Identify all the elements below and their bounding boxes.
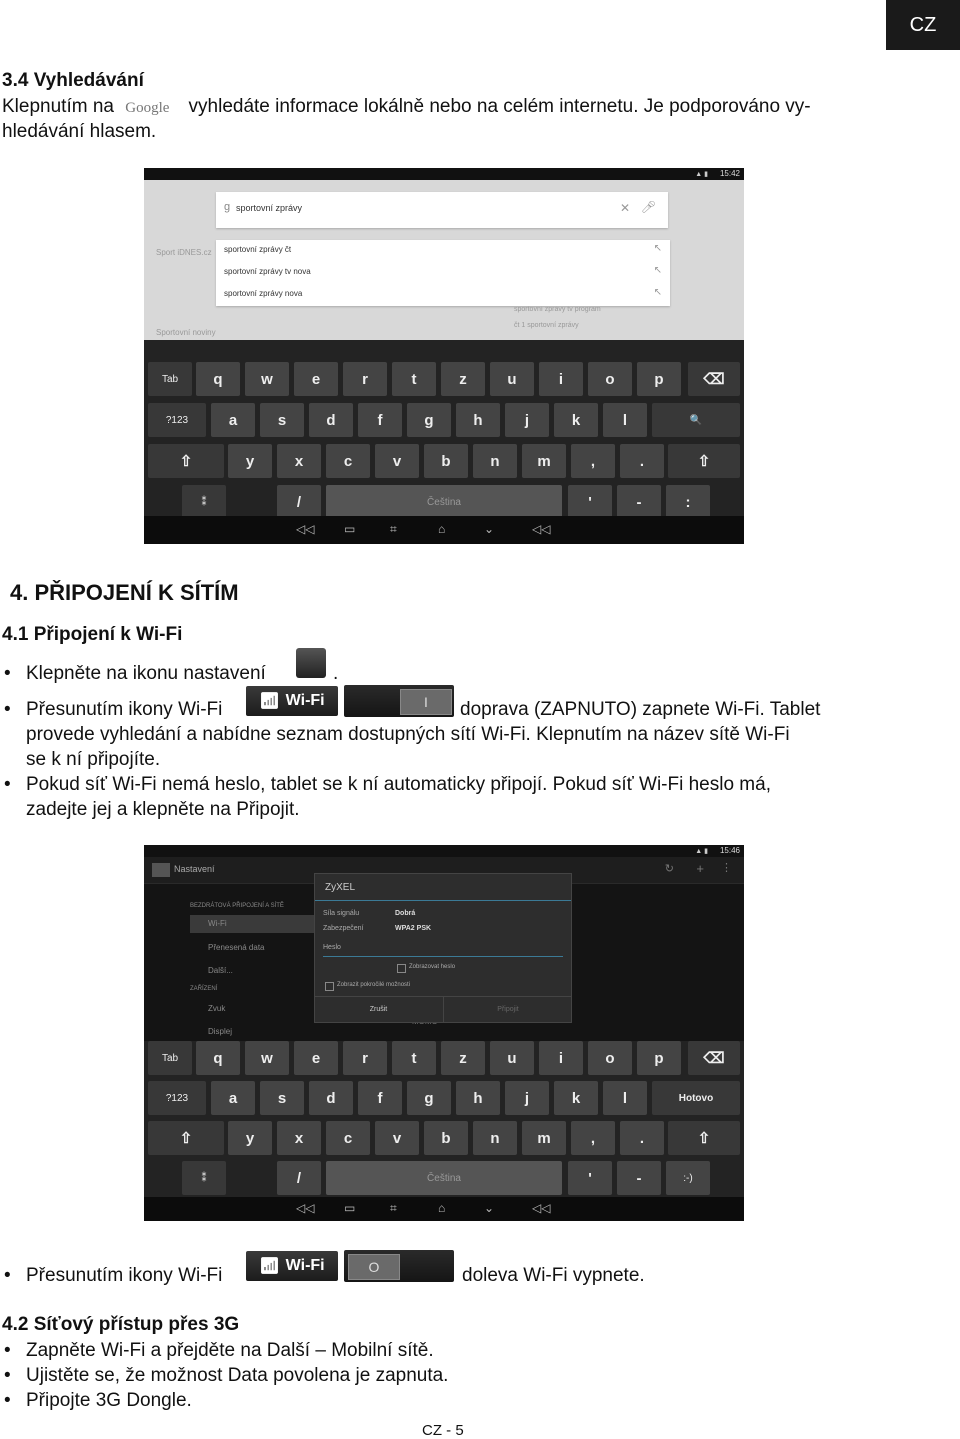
key[interactable]: r bbox=[343, 362, 387, 396]
key[interactable]: j bbox=[505, 1081, 549, 1115]
settings-app-icon bbox=[152, 863, 170, 877]
key[interactable]: a bbox=[211, 403, 255, 437]
key[interactable]: u bbox=[490, 1041, 534, 1075]
wps-icon[interactable]: ↻ bbox=[664, 863, 674, 875]
bullet-2-text-d: se k ní připojíte. bbox=[26, 749, 161, 770]
search-paragraph-line2: hledávání hlasem. bbox=[2, 121, 157, 142]
key[interactable]: / bbox=[277, 1161, 321, 1195]
bullet-6-text: Ujistěte se, že možnost Data povolena je zapnuta. bbox=[26, 1365, 449, 1386]
signal-value: Dobrá bbox=[395, 910, 416, 917]
bullet-3-text-b: zadejte jej a klepněte na Připojit. bbox=[26, 799, 300, 820]
security-value: WPA2 PSK bbox=[395, 925, 432, 932]
signal-label: Síla signálu bbox=[323, 910, 360, 917]
settings-icon bbox=[296, 648, 326, 678]
bg-result-1: Sport iDNES.cz bbox=[156, 248, 212, 257]
bullet-5: • bbox=[4, 1340, 11, 1361]
key[interactable]: h bbox=[456, 1081, 500, 1115]
key[interactable]: i bbox=[539, 362, 583, 396]
bullet-3: • bbox=[4, 774, 11, 795]
key[interactable]: h bbox=[456, 403, 500, 437]
key[interactable]: v bbox=[375, 1121, 419, 1155]
bullet-2-text-a: Přesunutím ikony Wi-Fi bbox=[26, 699, 223, 720]
key[interactable]: w bbox=[245, 1041, 289, 1075]
suggestion-item[interactable]: sportovní zprávy nova bbox=[224, 289, 303, 298]
subsection-title-wifi: 4.1 Připojení k Wi-Fi bbox=[2, 624, 183, 645]
status-bar bbox=[144, 168, 744, 180]
key[interactable]: f bbox=[358, 403, 402, 437]
menu-icon[interactable]: ⋮ bbox=[721, 862, 732, 874]
key[interactable]: t bbox=[392, 362, 436, 396]
search-text-a: Klepnutím na bbox=[2, 96, 114, 117]
wifi-dialog bbox=[314, 873, 572, 1023]
status-time: 15:46 bbox=[719, 846, 740, 855]
password-input[interactable] bbox=[323, 956, 563, 957]
key[interactable]: q bbox=[196, 362, 240, 396]
key[interactable]: m bbox=[522, 1121, 566, 1155]
key[interactable]: p bbox=[637, 362, 681, 396]
search-screenshot bbox=[144, 168, 744, 544]
show-password-label: Zobrazovat heslo bbox=[409, 964, 456, 970]
shift-key-icon[interactable]: ⇧ bbox=[148, 1121, 224, 1155]
spacebar[interactable]: Čeština bbox=[326, 485, 562, 519]
key[interactable]: n bbox=[473, 444, 517, 478]
key[interactable]: / bbox=[277, 485, 321, 519]
key[interactable]: ' bbox=[568, 485, 612, 519]
app-title: Nastavení bbox=[174, 864, 215, 874]
sidebar-header-wireless: BEZDRÁTOVÁ PŘIPOJENÍ A SÍTĚ bbox=[190, 903, 284, 909]
shift-key-icon[interactable]: ⇧ bbox=[668, 1121, 740, 1155]
arrow-up-left-icon[interactable]: ↖ bbox=[653, 243, 662, 254]
key[interactable]: v bbox=[375, 444, 419, 478]
keyboard bbox=[144, 340, 744, 544]
chapter-title: 4. PŘIPOJENÍ K SÍTÍM bbox=[10, 580, 239, 605]
key-symbols[interactable]: ?123 bbox=[148, 1081, 206, 1115]
home-icon[interactable]: ⌂ bbox=[438, 1201, 446, 1215]
key[interactable]: n bbox=[473, 1121, 517, 1155]
key[interactable]: y bbox=[228, 444, 272, 478]
wifi-icon: 📶︎ bbox=[259, 1258, 280, 1275]
key[interactable]: f bbox=[358, 1081, 402, 1115]
backspace-key-icon[interactable]: ⌫ bbox=[688, 1041, 740, 1075]
status-time: 15:42 bbox=[719, 169, 740, 178]
add-icon[interactable]: + bbox=[696, 861, 704, 876]
sidebar-item-wifi[interactable] bbox=[190, 915, 318, 933]
key[interactable]: , bbox=[571, 444, 615, 478]
screenshot-icon[interactable]: ⌗ bbox=[390, 522, 397, 536]
dialog-title: ZyXEL bbox=[325, 882, 356, 893]
advanced-checkbox[interactable] bbox=[325, 982, 334, 991]
bullet-3-text-a: Pokud síť Wi-Fi nemá heslo, tablet se k ní automaticky připojí. Pokud síť Wi-Fi heslo má, bbox=[26, 774, 771, 795]
key[interactable]: m bbox=[522, 444, 566, 478]
key[interactable]: d bbox=[309, 1081, 353, 1115]
sidebar-item-more[interactable]: Další... bbox=[208, 966, 233, 975]
subsection-title-3g: 4.2 Síťový přístup přes 3G bbox=[2, 1314, 240, 1335]
connect-button[interactable]: Připojit bbox=[443, 997, 572, 1022]
volume-up-icon[interactable]: ◁◁ bbox=[532, 1201, 551, 1215]
switch-knob: O bbox=[348, 1254, 400, 1280]
backspace-key-icon[interactable]: ⌫ bbox=[688, 362, 740, 396]
spacebar[interactable]: Čeština bbox=[326, 1161, 562, 1195]
wifi-badge bbox=[246, 686, 338, 716]
password-label: Heslo bbox=[323, 944, 341, 951]
key[interactable]: s bbox=[260, 1081, 304, 1115]
bullet-7-text: Připojte 3G Dongle. bbox=[26, 1390, 192, 1411]
key[interactable]: u bbox=[490, 362, 534, 396]
home-icon[interactable]: ⌂ bbox=[438, 522, 446, 536]
arrow-up-left-icon[interactable]: ↖ bbox=[653, 287, 662, 298]
key[interactable]: i bbox=[539, 1041, 583, 1075]
bg-result-3: sportovní zprávy tv program bbox=[514, 306, 601, 313]
key[interactable]: . bbox=[620, 444, 664, 478]
bg-result-4: čt 1 sportovní zprávy bbox=[514, 322, 579, 329]
status-bar bbox=[144, 845, 744, 857]
bullet-4: • bbox=[4, 1265, 11, 1286]
nav-bar bbox=[144, 516, 744, 544]
key[interactable]: t bbox=[392, 1041, 436, 1075]
key[interactable]: k bbox=[554, 403, 598, 437]
bullet-2: • bbox=[4, 699, 11, 720]
nav-bar bbox=[144, 1197, 744, 1221]
bullet-7: • bbox=[4, 1390, 11, 1411]
key[interactable]: l bbox=[603, 1081, 647, 1115]
sidebar-header-device: ZAŘÍZENÍ bbox=[190, 986, 218, 992]
bullet-5-text: Zapněte Wi-Fi a přejděte na Další – Mobilní sítě. bbox=[26, 1340, 434, 1361]
sidebar-item-display[interactable]: Displej bbox=[208, 1027, 233, 1036]
key[interactable]: r bbox=[343, 1041, 387, 1075]
recent-apps-icon[interactable]: ▭ bbox=[344, 522, 356, 536]
key[interactable]: - bbox=[617, 485, 661, 519]
wifi-switch-off bbox=[344, 1250, 454, 1282]
key[interactable]: - bbox=[617, 1161, 661, 1195]
switch-knob: I bbox=[400, 689, 452, 715]
key[interactable]: q bbox=[196, 1041, 240, 1075]
bullet-1-end: . bbox=[333, 663, 339, 684]
key[interactable]: : bbox=[666, 485, 710, 519]
volume-down-icon[interactable]: ◁◁ bbox=[296, 522, 315, 536]
key[interactable]: b bbox=[424, 444, 468, 478]
bullet-4-text-b: doleva Wi-Fi vypnete. bbox=[462, 1265, 645, 1286]
key[interactable]: y bbox=[228, 1121, 272, 1155]
search-key-icon[interactable]: 🔍 bbox=[652, 403, 740, 437]
sidebar-item-label: Wi-Fi bbox=[208, 919, 227, 928]
shift-key-icon[interactable]: ⇧ bbox=[148, 444, 224, 478]
key[interactable]: d bbox=[309, 403, 353, 437]
key[interactable]: g bbox=[407, 403, 451, 437]
key[interactable]: w bbox=[245, 362, 289, 396]
dialog-divider bbox=[315, 900, 571, 901]
volume-down-icon[interactable]: ◁◁ bbox=[296, 1201, 315, 1215]
key-tab[interactable]: Tab bbox=[148, 1041, 192, 1075]
key[interactable]: g bbox=[407, 1081, 451, 1115]
volume-up-icon[interactable]: ◁◁ bbox=[532, 522, 551, 536]
key[interactable]: j bbox=[505, 403, 549, 437]
done-key[interactable]: Hotovo bbox=[652, 1081, 740, 1115]
google-g-icon: g bbox=[224, 201, 231, 213]
key[interactable]: . bbox=[620, 1121, 664, 1155]
search-text-b: vyhledáte informace lokálně nebo na celém internetu. Je podporováno vy- bbox=[188, 96, 811, 117]
clear-icon[interactable]: ✕ bbox=[619, 201, 630, 215]
bullet-1-text: Klepněte na ikonu nastavení bbox=[26, 663, 266, 684]
suggestion-item[interactable]: sportovní zprávy čt bbox=[224, 245, 292, 254]
key[interactable]: l bbox=[603, 403, 647, 437]
settings-key-icon[interactable]: ⁑ bbox=[182, 1161, 226, 1195]
keyboard bbox=[144, 1041, 744, 1221]
key[interactable]: z bbox=[441, 362, 485, 396]
sidebar-item-data[interactable]: Přenesená data bbox=[208, 943, 265, 952]
google-logo: Google bbox=[125, 100, 170, 116]
key[interactable]: c bbox=[326, 1121, 370, 1155]
status-icons: ▲ ▮ bbox=[695, 848, 708, 855]
settings-key-icon[interactable]: ⁑ bbox=[182, 485, 226, 519]
key[interactable]: x bbox=[277, 1121, 321, 1155]
advanced-label: Zobrazit pokročilé možnosti bbox=[337, 982, 411, 988]
suggestion-item[interactable]: sportovní zprávy tv nova bbox=[224, 267, 311, 276]
security-label: Zabezpečení bbox=[323, 925, 364, 932]
key[interactable]: a bbox=[211, 1081, 255, 1115]
key[interactable]: p bbox=[637, 1041, 681, 1075]
key[interactable]: s bbox=[260, 403, 304, 437]
key-tab[interactable]: Tab bbox=[148, 362, 192, 396]
bg-result-2: Sportovní noviny bbox=[156, 328, 216, 337]
section-title-search: 3.4 Vyhledávání bbox=[2, 70, 144, 91]
bullet-2-text-c: provede vyhledání a nabídne seznam dostupných sítí Wi-Fi. Klepnutím na název sítě Wi-Fi bbox=[26, 724, 790, 745]
back-icon[interactable]: ⌄ bbox=[484, 1201, 495, 1215]
recent-apps-icon[interactable]: ▭ bbox=[344, 1201, 356, 1215]
microphone-icon[interactable]: 🎤︎ bbox=[640, 200, 656, 214]
key[interactable]: e bbox=[294, 1041, 338, 1075]
key-symbols[interactable]: ?123 bbox=[148, 403, 206, 437]
sidebar-item-sound[interactable]: Zvuk bbox=[208, 1004, 226, 1013]
wifi-badge bbox=[246, 1251, 338, 1281]
status-icons: ▲ ▮ bbox=[695, 171, 708, 178]
search-input[interactable]: sportovní zprávy bbox=[236, 203, 303, 213]
key[interactable]: o bbox=[588, 362, 632, 396]
suggestions-list bbox=[216, 240, 670, 306]
shift-key-icon[interactable]: ⇧ bbox=[668, 444, 740, 478]
key[interactable]: ' bbox=[568, 1161, 612, 1195]
key[interactable]: c bbox=[326, 444, 370, 478]
language-tab: CZ bbox=[886, 0, 960, 50]
wifi-switch-on bbox=[344, 685, 454, 717]
wifi-badge-label: Wi-Fi bbox=[285, 692, 325, 709]
cancel-button[interactable]: Zrušit bbox=[369, 1006, 388, 1013]
key[interactable]: x bbox=[277, 444, 321, 478]
wifi-badge-label: Wi-Fi bbox=[285, 1257, 325, 1274]
screenshot-icon[interactable]: ⌗ bbox=[390, 1201, 397, 1215]
key[interactable]: z bbox=[441, 1041, 485, 1075]
smiley-key[interactable]: :-) bbox=[666, 1161, 710, 1195]
bullet-2-text-b: doprava (ZAPNUTO) zapnete Wi-Fi. Tablet bbox=[460, 699, 821, 720]
key[interactable]: e bbox=[294, 362, 338, 396]
arrow-up-left-icon[interactable]: ↖ bbox=[653, 265, 662, 276]
back-icon[interactable]: ⌄ bbox=[484, 522, 495, 536]
search-paragraph-line1 bbox=[2, 94, 811, 121]
show-password-checkbox[interactable] bbox=[397, 964, 406, 973]
key[interactable]: k bbox=[554, 1081, 598, 1115]
wifi-screenshot bbox=[144, 845, 744, 1221]
bullet-4-text-a: Přesunutím ikony Wi-Fi bbox=[26, 1265, 223, 1286]
key[interactable]: , bbox=[571, 1121, 615, 1155]
key[interactable]: o bbox=[588, 1041, 632, 1075]
search-box[interactable] bbox=[216, 192, 668, 228]
page-number: CZ - 5 bbox=[422, 1422, 464, 1439]
bullet-1: • bbox=[4, 663, 11, 684]
key[interactable]: b bbox=[424, 1121, 468, 1155]
bullet-6: • bbox=[4, 1365, 11, 1386]
wifi-icon: 📶︎ bbox=[259, 693, 280, 710]
